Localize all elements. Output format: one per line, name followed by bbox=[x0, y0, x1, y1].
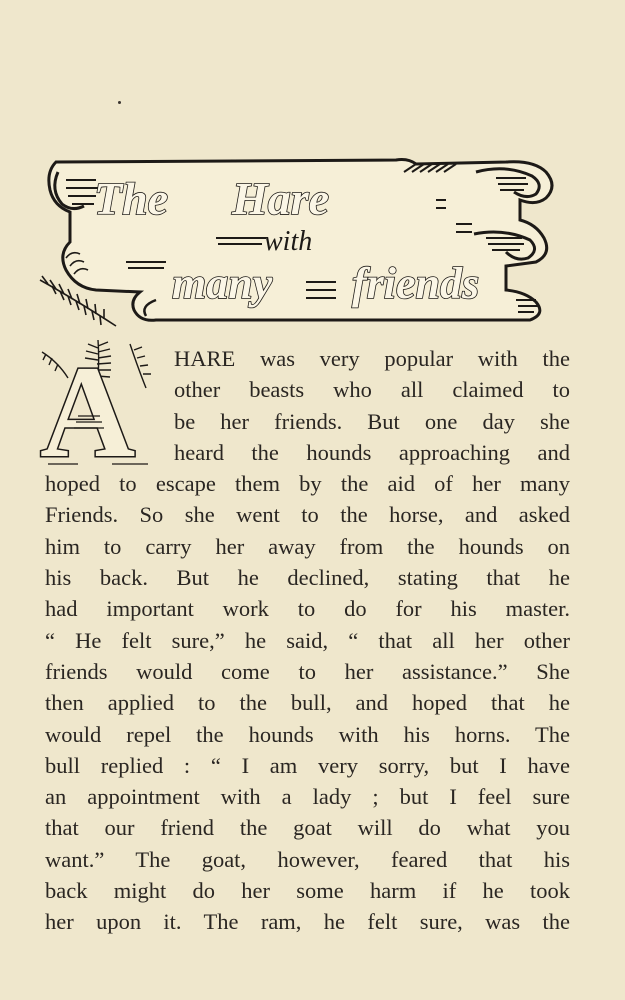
text-line-14: bull replied : “ I am very sorry, but I have bbox=[45, 752, 570, 778]
text-line-12: then applied to the bull, and hoped that he bbox=[45, 690, 570, 716]
banner-scroll-graphic bbox=[36, 150, 566, 330]
text-line-3: be her friends. But one day she bbox=[174, 408, 570, 434]
text-line-17: want.” The goat, however, feared that his bbox=[45, 846, 570, 872]
title-word-friends: friends bbox=[352, 259, 480, 308]
drop-cap-letter: A bbox=[40, 338, 136, 468]
text-line-5: hoped to escape them by the aid of her many bbox=[45, 471, 570, 497]
text-line-13: would repel the hounds with his horns. The bbox=[45, 721, 570, 747]
text-line-18: back might do her some harm if he took bbox=[45, 878, 570, 904]
text-line-16: that our friend the goat will do what you bbox=[45, 815, 570, 841]
title-word-hare: Hare bbox=[232, 173, 330, 224]
ink-speck bbox=[118, 101, 121, 104]
title-word-with: with bbox=[264, 226, 313, 257]
text-line-6: Friends. So she went to the horse, and asked bbox=[45, 502, 570, 528]
text-line-10: “ He felt sure,” he said, “ that all her other bbox=[45, 627, 570, 653]
text-line-2: other beasts who all claimed to bbox=[174, 377, 570, 403]
title-word-the: The bbox=[94, 173, 169, 224]
text-line-19: her upon it. The ram, he felt sure, was the bbox=[45, 909, 570, 935]
title-banner bbox=[36, 150, 566, 330]
text-line-9: had important work to do for his master. bbox=[45, 596, 570, 622]
text-line-7: him to carry her away from the hounds on bbox=[45, 533, 570, 559]
body-text bbox=[45, 343, 570, 938]
text-line-4: heard the hounds approaching and bbox=[174, 439, 570, 465]
text-line-8: his back. But he declined, stating that he bbox=[45, 565, 570, 591]
title-word-many: many bbox=[172, 259, 273, 308]
text-line-11: friends would come to her assistance.” She bbox=[45, 658, 570, 684]
text-line-1: HARE was very popular with the bbox=[174, 346, 570, 371]
text-line-15: an appointment with a lady ; but I feel sure bbox=[45, 784, 570, 810]
